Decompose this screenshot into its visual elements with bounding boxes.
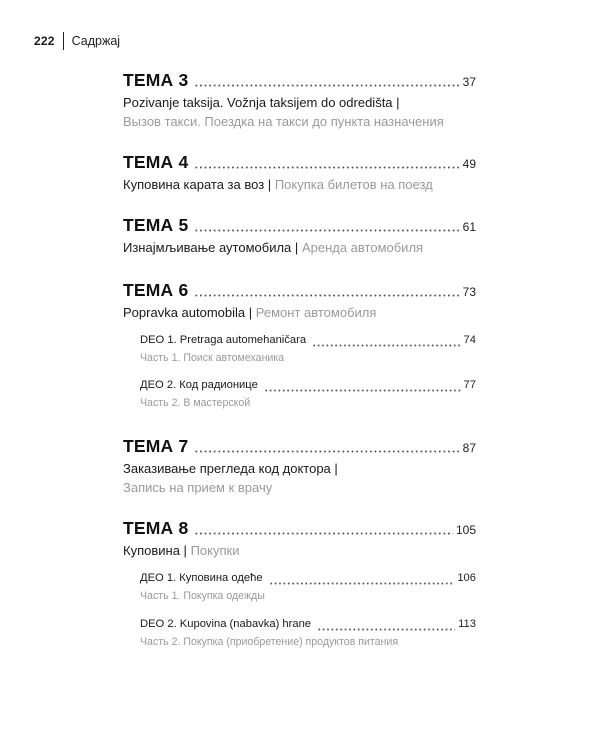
- title-separator: |: [267, 177, 272, 192]
- toc-entry-tema-7[interactable]: [123, 436, 476, 497]
- title-separator: |: [183, 543, 187, 558]
- dot-leader: [194, 532, 453, 535]
- topic-label: ТЕМА 8: [123, 518, 189, 538]
- page-ref: 73: [462, 285, 476, 299]
- page-header: [34, 31, 120, 51]
- dot-leader: [317, 628, 455, 631]
- dot-leader: [264, 389, 461, 392]
- subentry-russian: Часть 1. Поиск автомеханика: [140, 352, 285, 364]
- subentry-russian: Часть 2. В мастерской: [140, 397, 251, 409]
- toc-entry-tema-3[interactable]: [123, 70, 476, 131]
- title-separator: |: [396, 95, 400, 110]
- subentry-label: DEO 2. Kupovina (nabavka) hrane: [140, 618, 312, 630]
- page-ref: 77: [463, 379, 476, 391]
- page-ref: 113: [458, 618, 476, 630]
- title-serbian: Изнајмљивање аутомобила: [123, 240, 292, 255]
- page-ref: 49: [462, 157, 476, 171]
- topic-label: ТЕМА 5: [123, 215, 189, 235]
- topic-label: ТЕМА 7: [123, 436, 189, 456]
- topic-label: ТЕМА 6: [123, 280, 189, 300]
- toc-entry-tema-8[interactable]: [123, 518, 476, 560]
- dot-leader: [194, 450, 459, 453]
- toc-subentry-tema-6-deo-1[interactable]: [140, 334, 476, 366]
- dot-leader: [269, 582, 455, 585]
- dot-leader: [194, 166, 459, 169]
- toc-subentry-tema-8-deo-2[interactable]: [140, 618, 476, 650]
- title-russian: Ремонт автомобиля: [255, 305, 377, 320]
- subentry-label: ДЕО 1. Куповина одеће: [140, 572, 263, 584]
- header-divider: [63, 32, 64, 50]
- title-serbian: Pozivanje taksija. Vožnja taksijem do odredišta: [123, 95, 393, 110]
- title-serbian: Заказивање прегледа код доктора: [123, 461, 331, 476]
- title-serbian: Куповина карата за воз: [123, 177, 265, 192]
- page-ref: 106: [457, 572, 476, 584]
- title-separator: |: [334, 461, 338, 476]
- subentry-label: DEO 1. Pretraga automehaničara: [140, 334, 307, 346]
- title-separator: |: [248, 305, 253, 320]
- page-number: 222: [34, 34, 55, 48]
- toc-entry-tema-6[interactable]: [123, 280, 476, 322]
- subentry-russian: Часть 1. Покупка одежды: [140, 590, 265, 602]
- page-ref: 87: [462, 441, 476, 455]
- dot-leader: [194, 294, 459, 297]
- subentry-label: ДЕО 2. Код радионице: [140, 379, 258, 391]
- title-serbian: Popravka automobila: [123, 305, 246, 320]
- dot-leader: [194, 84, 459, 87]
- dot-leader: [194, 229, 459, 232]
- header-title: Садржај: [71, 34, 121, 48]
- toc-entry-tema-4[interactable]: [123, 152, 476, 194]
- title-russian: Покупка билетов на поезд: [274, 177, 433, 192]
- topic-label: ТЕМА 4: [123, 152, 189, 172]
- title-separator: |: [294, 240, 299, 255]
- title-russian: Запись на прием к врачу: [123, 480, 273, 495]
- title-russian: Аренда автомобиля: [301, 240, 424, 255]
- title-russian: Покупки: [190, 543, 240, 558]
- topic-label: ТЕМА 3: [123, 70, 189, 90]
- page-ref: 37: [462, 75, 476, 89]
- toc-subentry-tema-6-deo-2[interactable]: [140, 379, 476, 411]
- page-ref: 61: [462, 220, 476, 234]
- subentry-russian: Часть 2. Покупка (приобретение) продуктов питания: [140, 636, 399, 648]
- page-ref: 74: [463, 334, 476, 346]
- toc-entry-tema-5[interactable]: [123, 215, 476, 257]
- toc-subentry-tema-8-deo-1[interactable]: [140, 572, 476, 604]
- title-serbian: Куповина: [123, 543, 180, 558]
- title-russian: Вызов такси. Поездка на такси до пункта назначения: [123, 114, 444, 129]
- page-ref: 105: [455, 523, 476, 537]
- dot-leader: [312, 344, 461, 347]
